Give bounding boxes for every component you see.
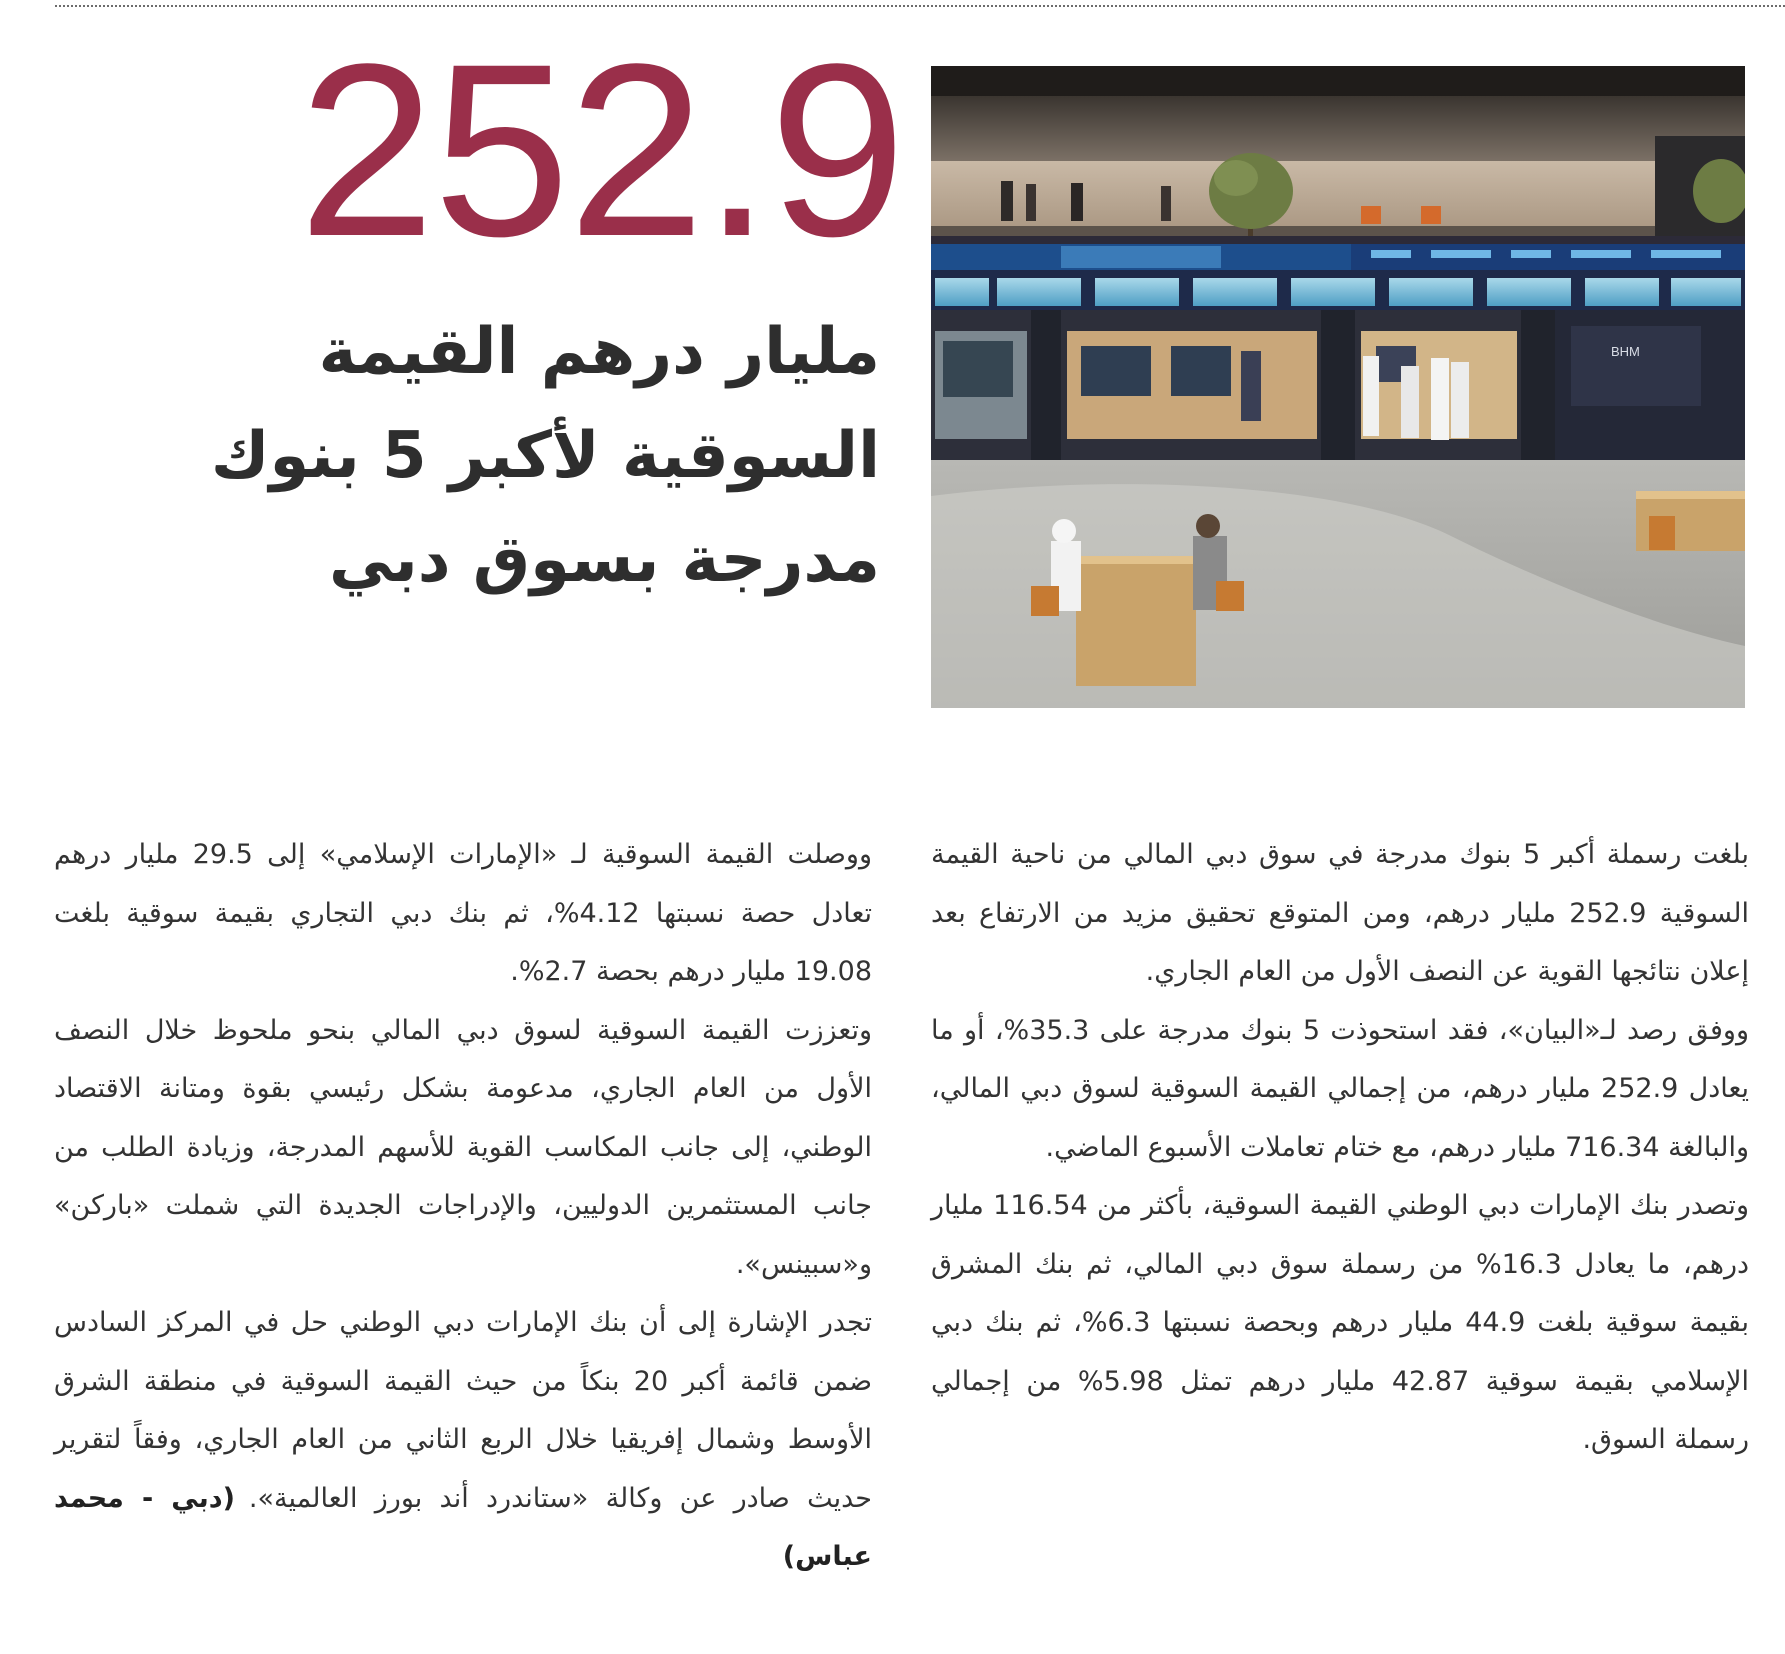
article-column-left bbox=[54, 826, 872, 1587]
headline-line-1: مليار درهم القيمة bbox=[318, 315, 880, 389]
trading-floor-photo bbox=[931, 66, 1745, 708]
article-paragraph: بلغت رسملة أكبر 5 بنوك مدرجة في سوق دبي المالي من ناحية القيمة السوقية 252.9 مليار درهم، ومن المتوقع تحقيق مزيد من الارتفاع بعد إعلان نتائجها القوية عن النصف الأول من العام الجاري. bbox=[931, 839, 1750, 987]
article-column-right bbox=[931, 826, 1749, 1470]
headline bbox=[180, 300, 880, 612]
byline: (دبي - محمد عباس) bbox=[54, 1482, 872, 1572]
article-paragraph: وتعززت القيمة السوقية لسوق دبي المالي بنحو ملحوظ خلال النصف الأول من العام الجاري، مدعومة بشكل رئيسي بقوة ومتانة الاقتصاد الوطني، إلى جانب المكاسب القوية للأسهم المدرجة، وزيادة الطلب من جانب المستثمرين الدوليين، والإدراجات الجديدة التي شملت «باركن» و«سبينس». bbox=[54, 1014, 872, 1280]
article-paragraph: وتصدر بنك الإمارات دبي الوطني القيمة السوقية، بأكثر من 116.54 مليار درهم، ما يعادل 16.3% من رسملة سوق دبي المالي، ثم بنك المشرق بقيمة سوقية بلغت 44.9 مليار درهم وبحصة نسبتها 6.3%، ثم بنك دبي الإسلامي بقيمة سوقية 42.87 مليار درهم تمثل 5.98% من إجمالي رسملة السوق. bbox=[931, 1190, 1750, 1455]
article-paragraph-final bbox=[54, 1294, 872, 1587]
article-paragraph-text: تجدر الإشارة إلى أن بنك الإمارات دبي الوطني حل في المركز السادس ضمن قائمة أكبر 20 بنكاً من حيث القيمة السوقية في منطقة الشرق الأوسط وشمال إفريقيا خلال الربع الثاني من العام الجاري، وفقاً لتقرير حديث صادر عن وكالة «ستاندرد أند بورز العالمية». bbox=[54, 1307, 872, 1514]
headline-line-2: السوقية لأكبر 5 بنوك bbox=[210, 419, 880, 493]
headline-line-3: مدرجة بسوق دبي bbox=[328, 523, 880, 597]
article-paragraph: ووصلت القيمة السوقية لـ «الإمارات الإسلامي» إلى 29.5 مليار درهم تعادل حصة نسبتها 4.12%، ثم بنك دبي التجاري بقيمة سوقية بلغت 19.08 مليار درهم بحصة 2.7%. bbox=[54, 839, 873, 987]
top-dotted-rule bbox=[55, 5, 1785, 7]
article-paragraph: ووفق رصد لـ«البيان»، فقد استحوذت 5 بنوك مدرجة على 35.3%، أو ما يعادل 252.9 مليار درهم، من إجمالي القيمة السوقية لسوق دبي المالي، والبالغة 716.34 مليار درهم، مع ختام تعاملات الأسبوع الماضي. bbox=[931, 1014, 1749, 1163]
headline-figure: 252.9 bbox=[298, 13, 904, 288]
booth-sign-text: BHM bbox=[1611, 344, 1640, 359]
